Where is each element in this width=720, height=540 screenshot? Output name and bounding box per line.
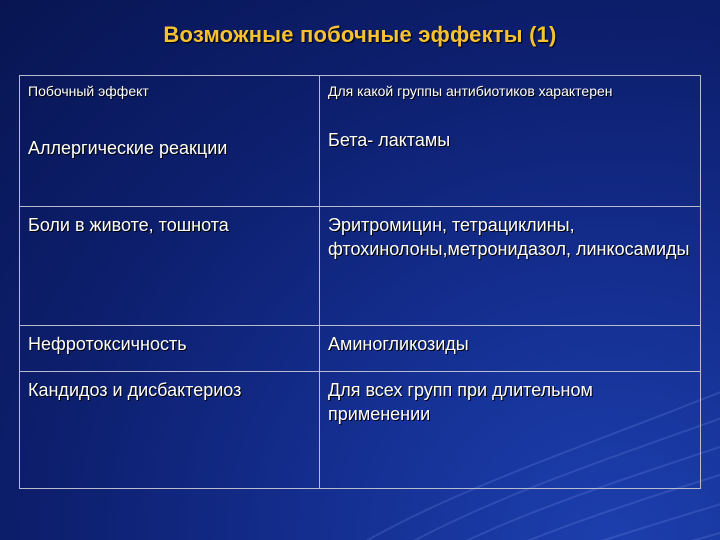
group-cell: Аминогликозиды — [320, 326, 701, 372]
effect-cell: Нефротоксичность — [20, 326, 320, 372]
group-cell: Бета- лактамы — [328, 130, 451, 150]
column-header-effect: Побочный эффект — [28, 83, 149, 99]
side-effects-table — [19, 75, 701, 489]
slide-title: Возможные побочные эффекты (1) — [163, 22, 557, 47]
effect-cell: Боли в животе, тошнота — [20, 207, 320, 326]
effect-cell: Кандидоз и дисбактериоз — [20, 372, 320, 489]
table-row — [20, 326, 701, 372]
table-row — [20, 207, 701, 326]
table-cell — [320, 76, 701, 207]
group-cell: Для всех групп при длительном применении — [320, 372, 701, 489]
table-row — [20, 372, 701, 489]
group-cell: Эритромицин, тетрациклины, фтохинолоны,метронидазол, линкосамиды — [320, 207, 701, 326]
effect-cell: Аллергические реакции — [28, 138, 228, 158]
table-row — [20, 76, 701, 207]
table-cell — [20, 76, 320, 207]
column-header-group: Для какой группы антибиотиков характерен — [328, 83, 613, 99]
